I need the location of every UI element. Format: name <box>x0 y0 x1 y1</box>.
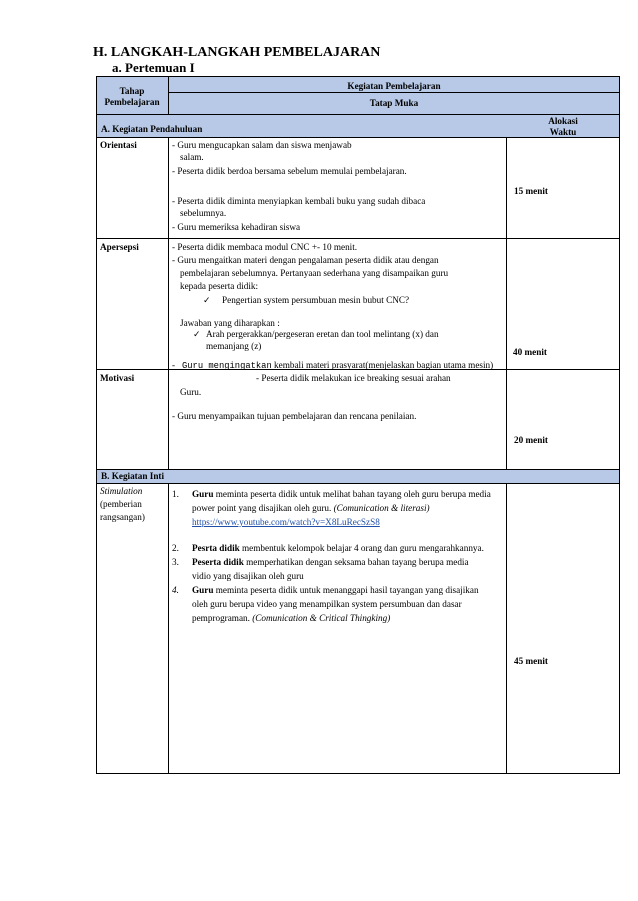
guru-word: Guru mengingatkan <box>182 361 272 371</box>
rule <box>96 469 620 470</box>
inti-item-text: pemprograman. <box>192 613 253 623</box>
rule <box>96 76 620 77</box>
apersepsi-line: Arah pergerakkan/pergeseran eretan dan tool melintang (x) dan <box>206 329 439 339</box>
inti-item-number: 2. <box>172 543 179 553</box>
section-a-label: A. Kegiatan Pendahuluan <box>101 124 203 134</box>
stage-motivasi: Motivasi <box>100 373 135 383</box>
rule <box>506 137 507 469</box>
waktu-header: Waktu <box>549 127 577 137</box>
orientasi-time: 15 menit <box>514 186 548 196</box>
alokasi-header: Alokasi <box>548 116 578 126</box>
youtube-link[interactable]: https://www.youtube.com/watch?v=X8LuRecSzS8 <box>192 517 380 527</box>
check-icon: ✓ <box>203 295 211 305</box>
inti-item <box>192 542 484 554</box>
section-heading: H. LANGKAH-LANGKAH PEMBELAJARAN <box>93 45 381 60</box>
inti-item-number: 4. <box>172 585 179 595</box>
inti-item-text: membentuk kelompok belajar 4 orang dan guru mengarahkannya. <box>239 543 484 553</box>
rule <box>168 137 169 469</box>
inti-time: 45 menit <box>514 656 548 666</box>
inti-item-subject: Guru <box>192 585 214 595</box>
rule <box>619 76 620 774</box>
rule <box>96 483 620 484</box>
motivasi-time: 20 menit <box>514 435 548 445</box>
apersepsi-line <box>182 359 493 372</box>
inti-item-text: power point yang disajikan oleh guru. <box>192 503 334 513</box>
inti-item-cont <box>192 612 390 624</box>
pembelajaran-header: Pembelajaran <box>104 97 160 107</box>
inti-item-subject: Guru <box>192 489 214 499</box>
apersepsi-line-rest: kembali materi prasyarat(menjelaskan bagian utama mesin) <box>271 360 494 370</box>
rule <box>96 76 97 774</box>
apersepsi-line: - Guru mengaitkan materi dengan pengalaman peserta didik atau dengan <box>172 255 439 265</box>
stage-stimulation: Stimulation <box>100 486 143 496</box>
orientasi-line: - Guru memeriksa kehadiran siswa <box>172 222 301 232</box>
inti-item-tag: (Comunication & Critical Thingking) <box>252 613 391 623</box>
inti-item-text: meminta peserta didik untuk melihat bahan tayang oleh guru berupa media <box>213 489 491 499</box>
kegiatan-header: Kegiatan Pembelajaran <box>347 81 441 91</box>
inti-item <box>192 488 491 500</box>
inti-item-cont: oleh guru berupa video yang menampilkan system persumbuan dan dasar <box>192 599 462 609</box>
rule <box>168 92 620 93</box>
orientasi-line: - Guru mengucapkan salam dan siswa menjawab <box>172 140 352 150</box>
inti-item-text: meminta peserta didik untuk menanggapi hasil tayangan yang disajikan <box>213 585 479 595</box>
tahap-header: Tahap <box>119 86 145 96</box>
rule <box>506 483 507 774</box>
apersepsi-line: kepada peserta didik: <box>180 281 259 291</box>
apersepsi-dash: - <box>172 360 176 370</box>
orientasi-line: - Peserta didik diminta menyiapkan kembali buku yang sudah dibaca <box>172 196 426 206</box>
inti-item-tag: (Comunication & literasi) <box>333 503 430 513</box>
rule <box>96 238 620 239</box>
inti-item <box>192 556 469 568</box>
stage-stimulation-sub: rangsangan) <box>100 512 145 522</box>
orientasi-line: salam. <box>180 152 204 162</box>
motivasi-line: - Peserta didik melakukan ice breaking sesuai arahan <box>256 373 451 383</box>
orientasi-line: sebelumnya. <box>180 208 227 218</box>
apersepsi-time: 40 menit <box>513 347 547 357</box>
lesson-steps-table <box>96 76 620 774</box>
rule <box>168 483 169 774</box>
rule <box>96 773 620 774</box>
stage-apersepsi: Apersepsi <box>100 242 139 252</box>
meeting-heading: a. Pertemuan I <box>112 60 195 75</box>
inti-item-cont <box>192 502 430 514</box>
apersepsi-line: memanjang (z) <box>206 341 262 351</box>
stage-stimulation-sub: (pemberian <box>100 499 142 509</box>
inti-item-text: memperhatikan dengan seksama bahan tayang berupa media <box>243 557 469 567</box>
inti-item-cont: vidio yang disajikan oleh guru <box>192 571 304 581</box>
inti-item-number: 1. <box>172 489 179 499</box>
apersepsi-line: pembelajaran sebelumnya. Pertanyaan sederhana yang disampaikan guru <box>180 268 449 278</box>
apersepsi-line: Jawaban yang diharapkan : <box>180 318 280 328</box>
check-icon: ✓ <box>193 329 201 339</box>
inti-item-subject: Pesrta didik <box>192 543 240 553</box>
inti-item-number: 3. <box>172 557 179 567</box>
orientasi-line: - Peserta didik berdoa bersama sebelum memulai pembelajaran. <box>172 166 407 176</box>
motivasi-line: - Guru menyampaikan tujuan pembelajaran dan rencana penilaian. <box>172 411 417 421</box>
inti-item <box>192 584 479 596</box>
inti-item-subject: Peserta didik <box>192 557 244 567</box>
tatap-muka-header: Tatap Muka <box>369 98 419 108</box>
section-b-label: B. Kegiatan Inti <box>101 471 165 481</box>
motivasi-line: Guru. <box>180 387 202 397</box>
apersepsi-line: Pengertian system persumbuan mesin bubut CNC? <box>222 295 410 305</box>
apersepsi-line: - Peserta didik membaca modul CNC +- 10 menit. <box>172 242 358 252</box>
section-b-fill <box>96 469 620 483</box>
stage-orientasi: Orientasi <box>100 140 137 150</box>
